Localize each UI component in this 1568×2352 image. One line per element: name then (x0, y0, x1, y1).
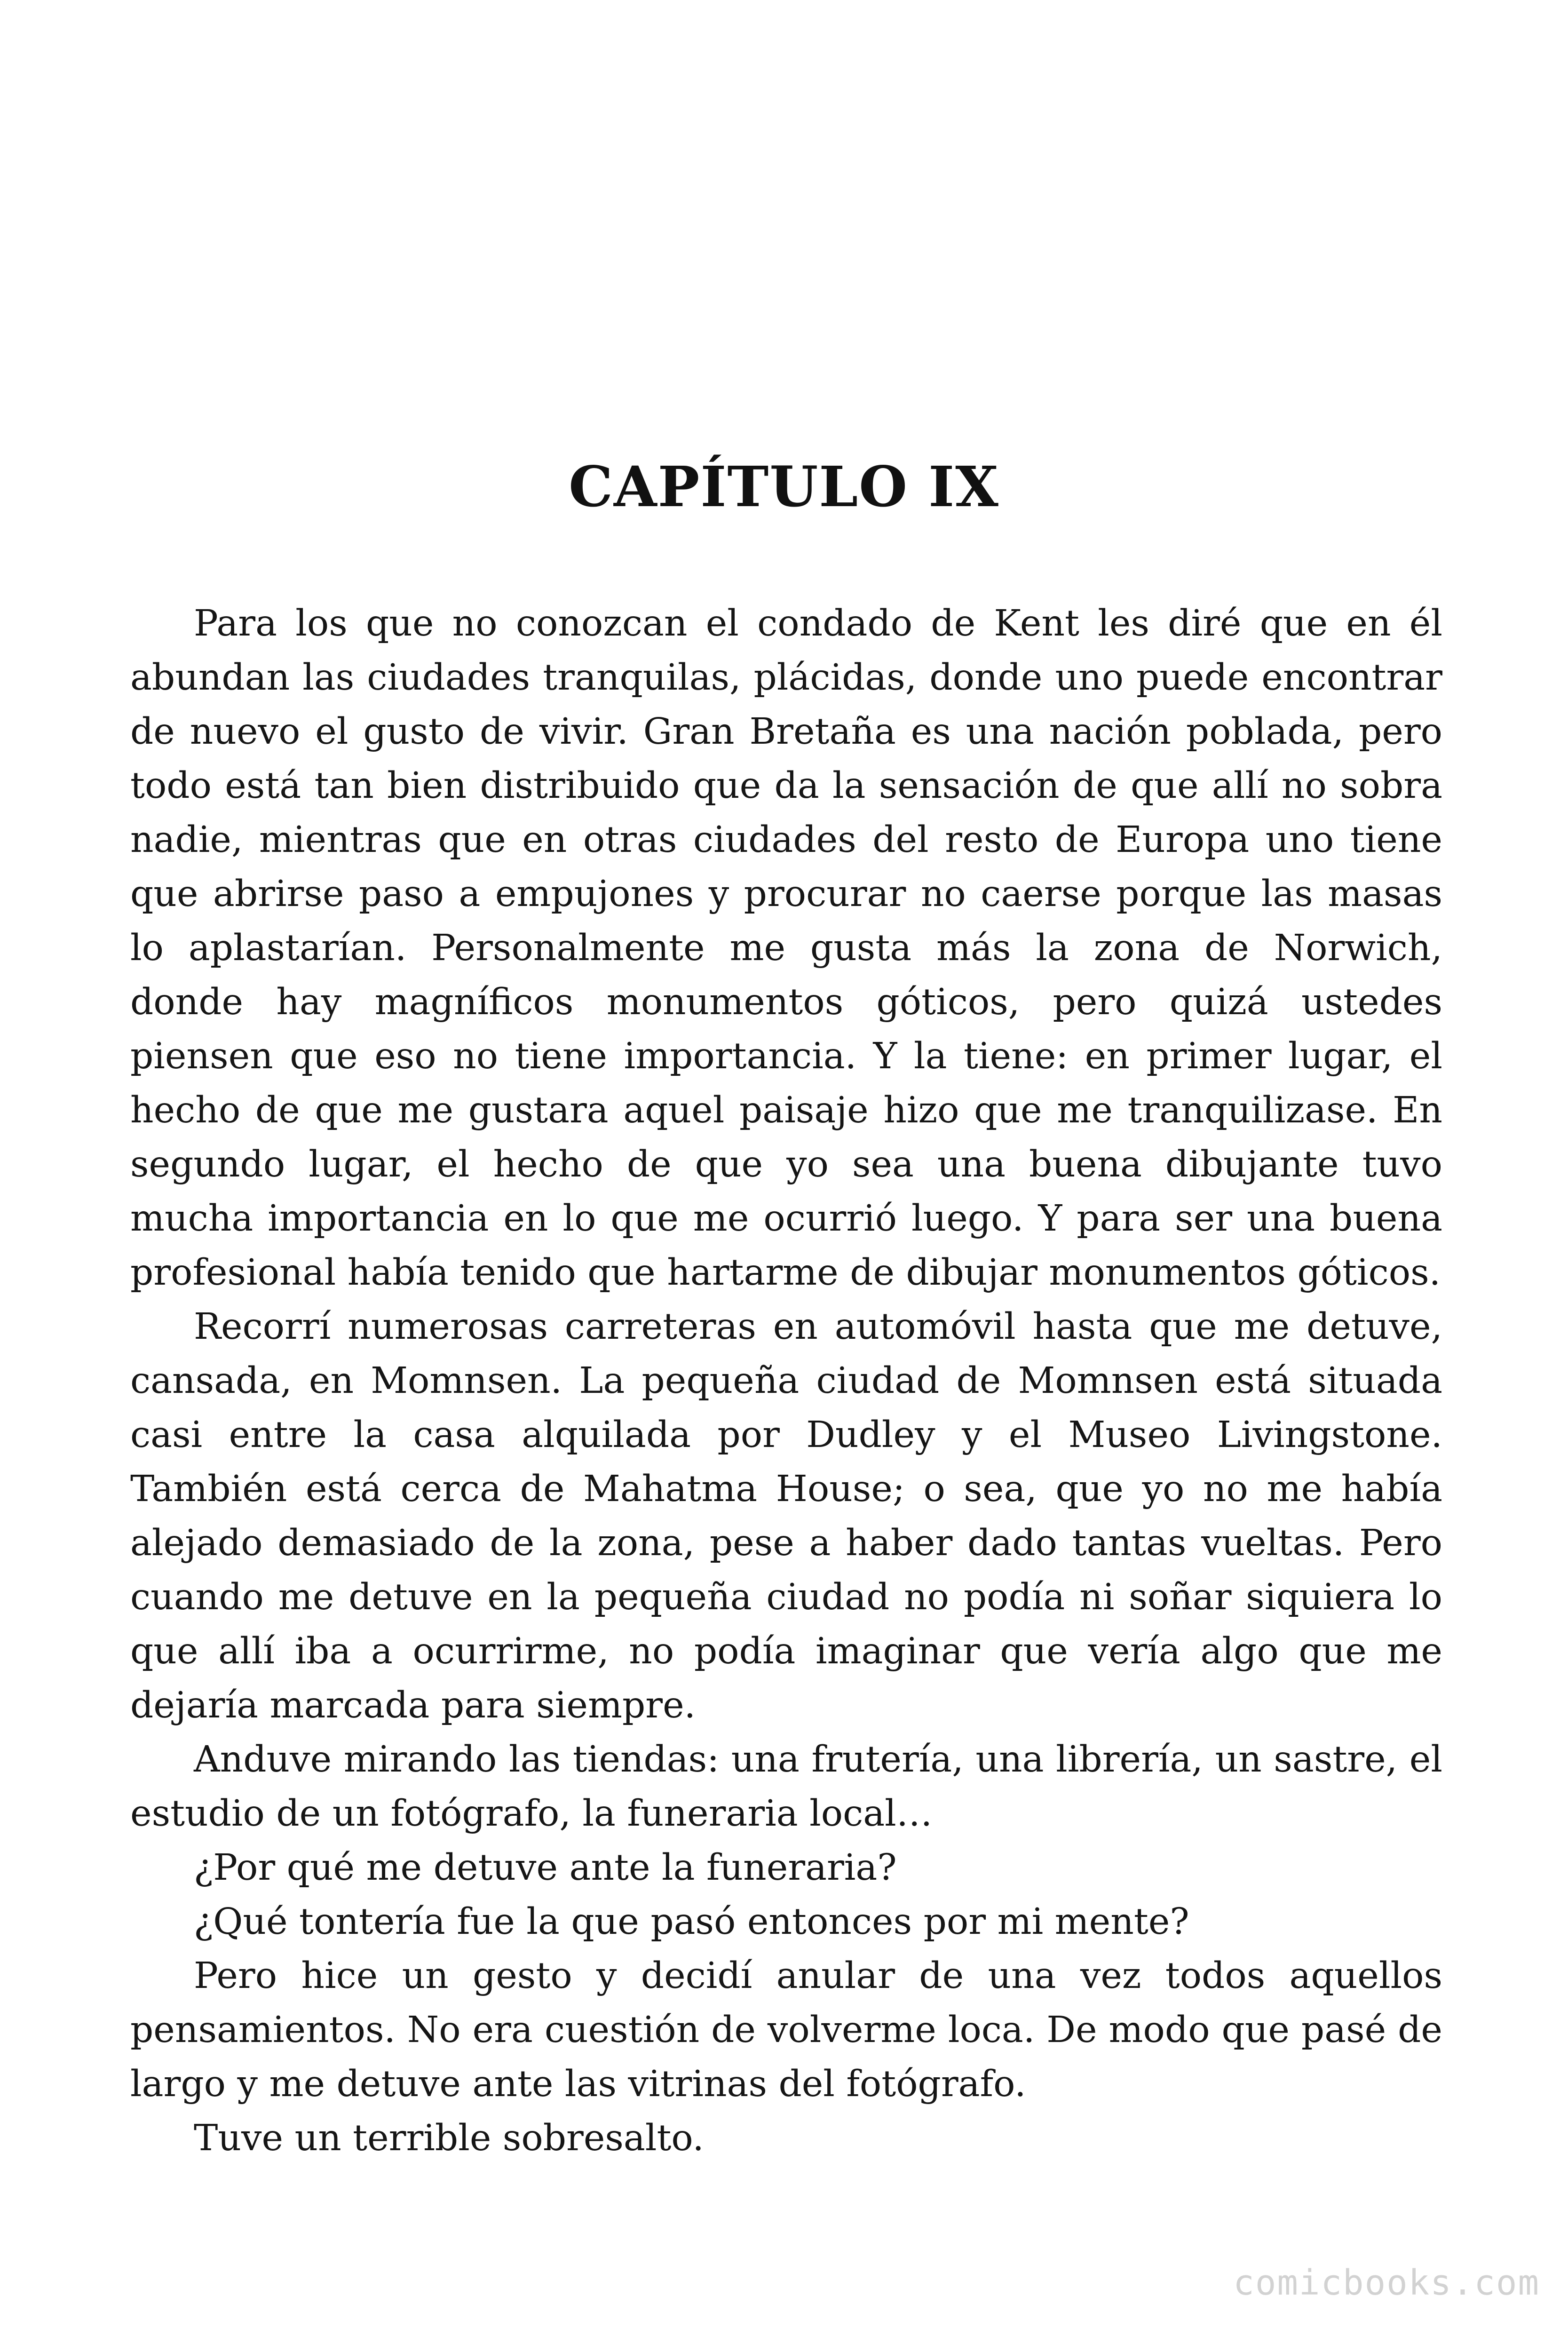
paragraph-1: Para los que no conozcan el condado de Kent les diré que en él abundan las ciudades tranquilas, plácidas, donde uno puede encontrar de nuevo el gusto de vivir. Gran Bretaña es una nación poblada, pero todo está tan bien distribuido que da la sensación de que allí no sobra nadie, mientras que en otras ciudades del resto de Europa uno tiene que abrirse paso a empujones y procurar no caerse porque las masas lo aplastarían. Personalmente me gusta más la zona de Norwich, donde hay magníficos monumentos góticos, pero quizá ustedes piensen que eso no tiene importancia. Y la tiene: en primer lugar, el hecho de que me gustara aquel paisaje hizo que me tranquilizase. En segundo lugar, el hecho de que yo sea una buena dibujante tuvo mucha importancia en lo que me ocurrió luego. Y para ser una buena profesional había tenido que hartarme de dibujar monumentos góticos. (130, 603, 1442, 1294)
watermark: comicbooks.com (1233, 2263, 1540, 2303)
paragraph-2: Recorrí numerosas carreteras en automóvil hasta que me detuve, cansada, en Momnsen. La pequeña ciudad de Momnsen está situada casi entre la casa alquilada por Dudley y el Museo Livingstone. También está cerca de Mahatma House; o sea, que yo no me había alejado demasiado de la zona, pese a haber dado tantas vueltas. Pero cuando me detuve en la pequeña ciudad no podía ni soñar siquiera lo que allí iba a ocurrirme, no podía imaginar que vería algo que me dejaría marcada para siempre. (130, 1306, 1442, 1726)
paragraph-3: Anduve mirando las tiendas: una frutería, una librería, un sastre, el estudio de un fotógrafo, la funeraria local… (130, 1739, 1442, 1835)
paragraph-5: ¿Qué tontería fue la que pasó entonces por mi mente? (194, 1901, 1189, 1943)
paragraph-4: ¿Por qué me detuve ante la funeraria? (194, 1847, 897, 1889)
chapter-body (130, 596, 1442, 2165)
paragraph-6: Pero hice un gesto y decidí anular de una vez todos aquellos pensamientos. No era cuestión de volverme loca. De modo que pasé de largo y me detuve ante las vitrinas del fotógrafo. (130, 1955, 1442, 2105)
paragraph-7: Tuve un terrible sobresalto. (194, 2117, 704, 2159)
chapter-title: CAPÍTULO IX (569, 454, 999, 519)
